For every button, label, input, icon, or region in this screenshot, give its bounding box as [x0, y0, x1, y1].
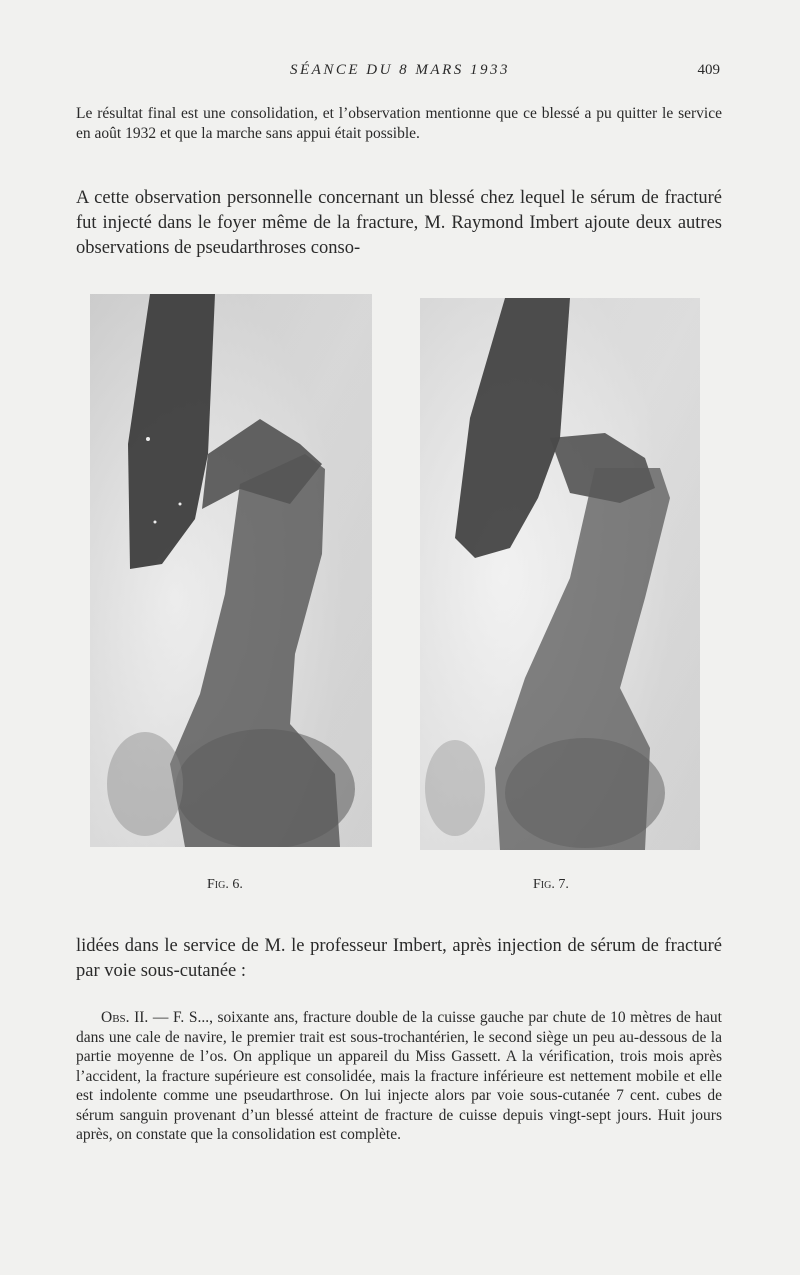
xray-fig7-image	[420, 298, 700, 850]
paragraph-observation-2	[76, 1008, 722, 1145]
running-title: SÉANCE DU 8 MARS 1933	[290, 62, 510, 78]
running-header	[0, 62, 800, 84]
page-number: 409	[697, 62, 720, 78]
xray-figure-6	[90, 294, 372, 847]
figure-7-caption: Fig. 7.	[533, 877, 569, 892]
paragraph-result: Le résultat final est une consolidation, et l’observation mentionne que ce blessé a pu quitter le service en août 1932 et que la marche sans appui était possible.	[76, 105, 722, 142]
observation-label: Obs. II.	[101, 1009, 149, 1026]
figure-6-caption: Fig. 6.	[207, 877, 243, 892]
xray-fig6-image	[90, 294, 372, 847]
xray-figure-7	[420, 298, 700, 850]
paragraph-consolidated: lidées dans le service de M. le professeur Imbert, après injection de sérum de fracturé par voie sous-cutanée :	[76, 936, 722, 981]
observation-text: — F. S..., soixante ans, fracture double de la cuisse gauche par chute de 10 mètres de haut dans une cale de navire, le premier trait est sous-trochantérien, le second siège un peu au-dessous de la partie moyenne de l’os. On applique un appareil du Miss Gassett. A la vérification, trois mois après l’accident, la fracture supérieure est consolidée, mais la fracture inférieure est nettement mobile et elle est indolente comme une pseudarthrose. On lui injecte alors par voie sous-cutanée 7 cent. cubes de sérum sanguin provenant d’un blessé atteint de fracture de cuisse depuis vingt-sept jours. Huit jours après, on constate que la consolidation est complète.	[76, 1009, 722, 1143]
paragraph-observation-intro: A cette observation personnelle concernant un blessé chez lequel le sérum de fracturé fut injecté dans le foyer même de la fracture, M. Raymond Imbert ajoute deux autres observations de pseudarthroses conso-	[76, 188, 722, 258]
